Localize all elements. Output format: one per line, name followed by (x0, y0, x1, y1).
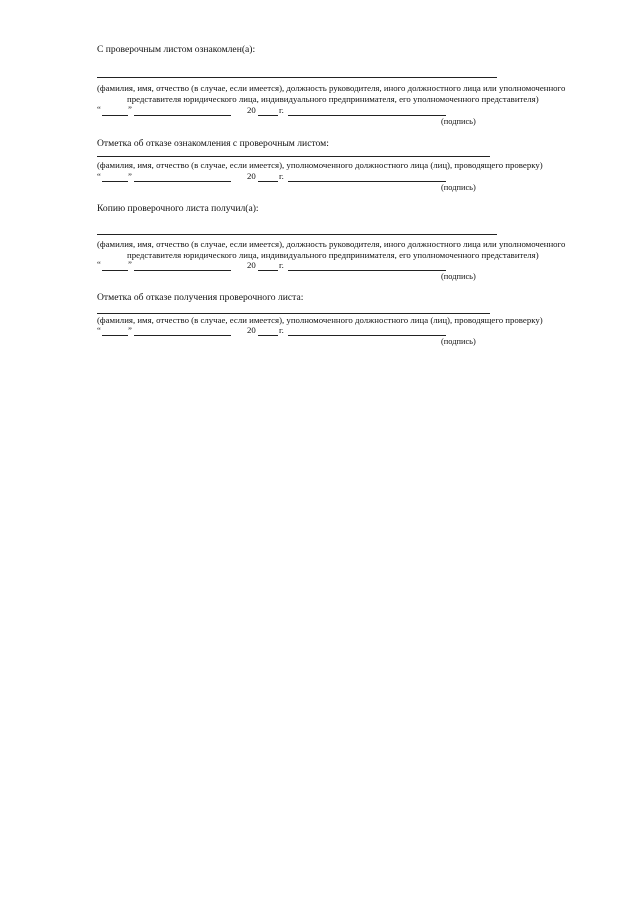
section-4-year-suffix: г. (279, 325, 284, 335)
section-3-signature-caption: (подпись) (441, 272, 476, 281)
section-2-caption-line1: (фамилия, имя, отчество (в случае, если имеется), уполномоченного должностного лица (лиц), проводящего проверку) (97, 160, 543, 170)
section-3-year-suffix: г. (279, 260, 284, 270)
section-4-signature-caption: (подпись) (441, 337, 476, 346)
section-1-caption-line2: представителя юридического лица, индивидуального предпринимателя, его уполномоченного представителя) (127, 94, 539, 104)
section-4-caption-line1: (фамилия, имя, отчество (в случае, если имеется), уполномоченного должностного лица (лиц), проводящего проверку) (97, 315, 543, 325)
section-2-signature-caption: (подпись) (441, 183, 476, 192)
section-3-title: Копию проверочного листа получил(а): (97, 203, 259, 214)
section-2-day-line[interactable] (102, 181, 128, 182)
section-2-name-line[interactable] (97, 156, 490, 157)
section-3-month-line[interactable] (134, 270, 231, 271)
section-2-year-line[interactable] (258, 181, 278, 182)
section-1-title: С проверочным листом ознакомлен(а): (97, 44, 256, 55)
section-3-caption-line1: (фамилия, имя, отчество (в случае, если имеется), должность руководителя, иного должностного лица или уполномоченного (97, 239, 566, 249)
section-4-date-close-quote: ” (128, 325, 132, 335)
section-1-date-open-quote: “ (97, 104, 101, 114)
section-4-title: Отметка об отказе получения проверочного листа: (97, 292, 304, 303)
section-2-year-prefix: 20 (247, 171, 256, 181)
section-2-year-suffix: г. (279, 171, 284, 181)
section-2-title: Отметка об отказе ознакомления с проверочным листом: (97, 138, 329, 149)
section-1-signature-caption: (подпись) (441, 117, 476, 126)
section-2-month-line[interactable] (134, 181, 231, 182)
section-1-signature-line[interactable] (288, 115, 446, 116)
section-1-name-line[interactable] (97, 77, 497, 78)
section-3-year-line[interactable] (258, 270, 278, 271)
section-1-date-close-quote: ” (128, 104, 132, 114)
section-1-month-line[interactable] (134, 115, 231, 116)
section-3-caption-line2: представителя юридического лица, индивидуального предпринимателя, его уполномоченного представителя) (127, 250, 539, 260)
section-4-month-line[interactable] (134, 335, 231, 336)
section-3-date-close-quote: ” (128, 259, 132, 269)
section-4-date-open-quote: “ (97, 325, 101, 335)
section-1-caption-line1: (фамилия, имя, отчество (в случае, если имеется), должность руководителя, иного должностного лица или уполномоченного (97, 83, 566, 93)
section-4-day-line[interactable] (102, 335, 128, 336)
section-1-day-line[interactable] (102, 115, 128, 116)
section-2-date-close-quote: ” (128, 171, 132, 181)
section-1-year-prefix: 20 (247, 105, 256, 115)
section-2-date-open-quote: “ (97, 171, 101, 181)
section-3-year-prefix: 20 (247, 260, 256, 270)
section-1-year-line[interactable] (258, 115, 278, 116)
section-1-year-suffix: г. (279, 105, 284, 115)
section-3-name-line[interactable] (97, 234, 497, 235)
section-2-signature-line[interactable] (288, 181, 446, 182)
section-3-day-line[interactable] (102, 270, 128, 271)
section-4-name-line[interactable] (97, 313, 490, 314)
section-3-date-open-quote: “ (97, 259, 101, 269)
section-3-signature-line[interactable] (288, 270, 446, 271)
section-4-signature-line[interactable] (288, 335, 446, 336)
section-4-year-line[interactable] (258, 335, 278, 336)
section-4-year-prefix: 20 (247, 325, 256, 335)
